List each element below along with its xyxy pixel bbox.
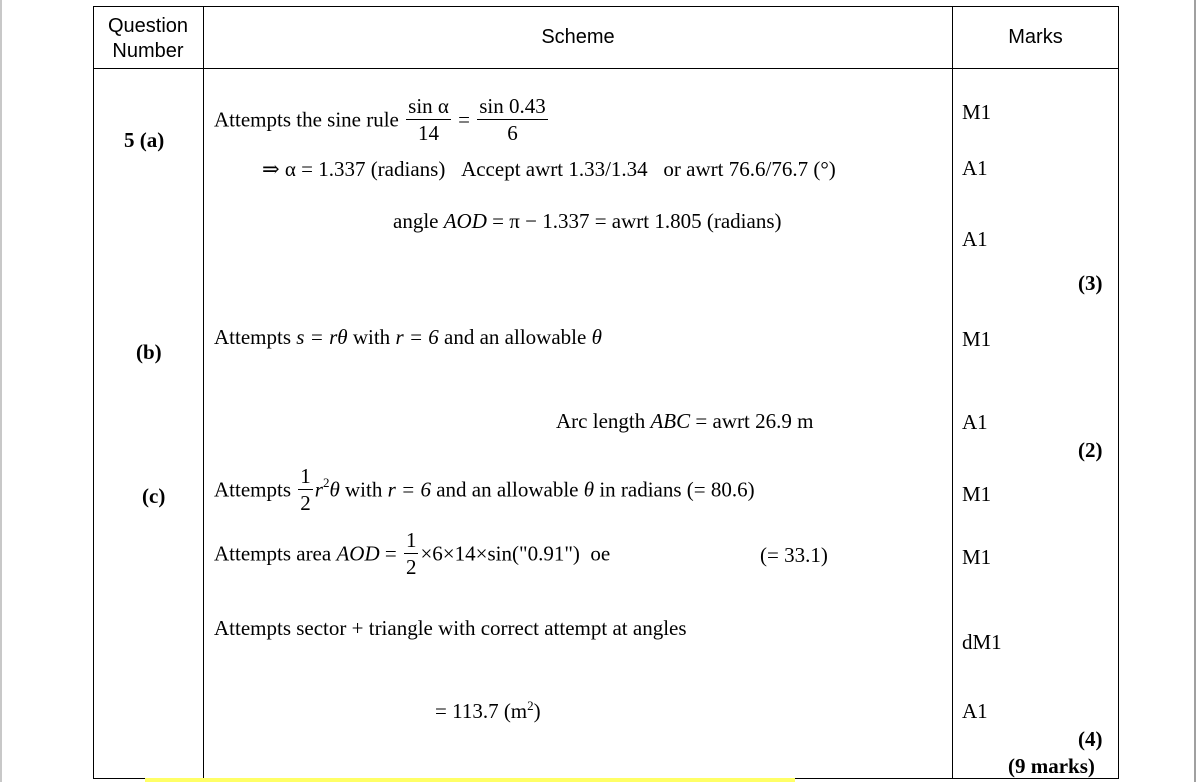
mark-c-1: M1 [962, 482, 992, 506]
triangle-expression: ×6×14×sin("0.91") oe [420, 541, 611, 566]
sine-den-2: 6 [507, 121, 518, 145]
sector-half-num: 1 [300, 464, 311, 488]
angle-aod-label: AOD [443, 209, 487, 233]
alpha-result-row: ⇒ α = 1.337 (radians) Accept awrt 1.33/1.34 or awrt 76.6/76.7 (°) [262, 157, 836, 181]
header-question-line2: Number [112, 40, 184, 62]
triangle-aod-label: AOD [336, 541, 380, 566]
sector-attempts: Attempts [214, 477, 291, 502]
sector-r-squared: 2 [322, 474, 330, 490]
column-divider-1 [203, 6, 204, 779]
sector-with: with [345, 477, 383, 502]
angle-prefix: angle [393, 209, 439, 233]
sector-allowable: and an allowable [436, 477, 579, 502]
total-a: (3) [1078, 271, 1103, 295]
sector-r: r [314, 477, 323, 502]
sector-theta: θ [329, 477, 340, 502]
sector-radians-note: in radians (= 80.6) [599, 477, 755, 502]
header-question-line1: Question [107, 15, 189, 37]
mark-c-2: M1 [962, 545, 992, 569]
arc-length-label: Arc length [556, 409, 646, 433]
triangle-equals: = [384, 541, 397, 566]
arc-length-value: = awrt 26.9 m [695, 409, 814, 433]
final-area-row [435, 698, 541, 724]
mark-c-4: A1 [962, 699, 988, 723]
mark-a-2: A1 [962, 156, 988, 180]
sine-num-2: sin 0.43 [479, 94, 546, 118]
header-marks: Marks [1008, 26, 1063, 48]
arc-abc-label: ABC [650, 409, 691, 433]
triangle-area-row [214, 530, 610, 578]
triangle-attempts: Attempts area [214, 541, 332, 566]
mark-a-3: A1 [962, 227, 988, 251]
sine-rule-text: Attempts the sine rule [214, 107, 399, 132]
mark-b-1: M1 [962, 327, 992, 351]
sine-den-1: 14 [418, 121, 440, 145]
arc-radius: r = 6 [395, 325, 439, 349]
arc-formula: s = rθ [296, 325, 348, 349]
table-left-border [93, 6, 94, 779]
table-right-border [1118, 6, 1119, 779]
highlight-strip [145, 778, 795, 782]
angle-value: = π − 1.337 = awrt 1.805 (radians) [492, 209, 782, 233]
mark-a-1: M1 [962, 100, 992, 124]
mark-b-2: A1 [962, 410, 988, 434]
total-b: (2) [1078, 438, 1103, 462]
question-label-b: (b) [136, 340, 162, 364]
triangle-area-value: (= 33.1) [760, 543, 828, 567]
angle-aod-row [393, 209, 781, 234]
table-top-border [93, 6, 1119, 7]
column-divider-2 [952, 6, 953, 779]
arc-allowable: and an allowable [444, 325, 587, 349]
triangle-half-den: 2 [405, 555, 417, 579]
sector-area-row [214, 466, 755, 514]
final-area-close: ) [533, 699, 541, 723]
arc-formula-row [214, 325, 602, 350]
arc-length-row [556, 409, 813, 434]
sine-equals: = [458, 107, 470, 132]
mark-c-3: dM1 [962, 630, 1002, 654]
sector-triangle-row: Attempts sector + triangle with correct attempt at angles [214, 616, 687, 640]
page-edge-left [0, 0, 2, 782]
question-label-5a: 5 (a) [124, 128, 165, 152]
header-bottom-border [93, 68, 1119, 69]
final-area-value: = 113.7 (m [435, 699, 528, 723]
sine-fraction-1 [406, 96, 451, 144]
arc-attempts: Attempts [214, 325, 291, 349]
header-question-number [94, 14, 202, 64]
arc-theta: θ [591, 325, 602, 349]
header-scheme: Scheme [541, 26, 615, 48]
sector-half-den: 2 [300, 491, 311, 515]
sine-num-1: sin α [408, 94, 449, 118]
sine-rule-row [214, 96, 550, 144]
grand-total: (9 marks) [1008, 754, 1095, 778]
sine-fraction-2 [477, 96, 548, 144]
total-c: (4) [1078, 727, 1103, 751]
final-area-squared: 2 [527, 698, 534, 713]
triangle-half-fraction [404, 530, 419, 578]
question-label-c: (c) [142, 484, 166, 508]
sector-half-fraction [298, 466, 313, 514]
sector-radius: r = 6 [387, 477, 431, 502]
triangle-half-num: 1 [405, 528, 417, 552]
sector-theta-2: θ [583, 477, 595, 502]
arc-with: with [352, 325, 391, 349]
